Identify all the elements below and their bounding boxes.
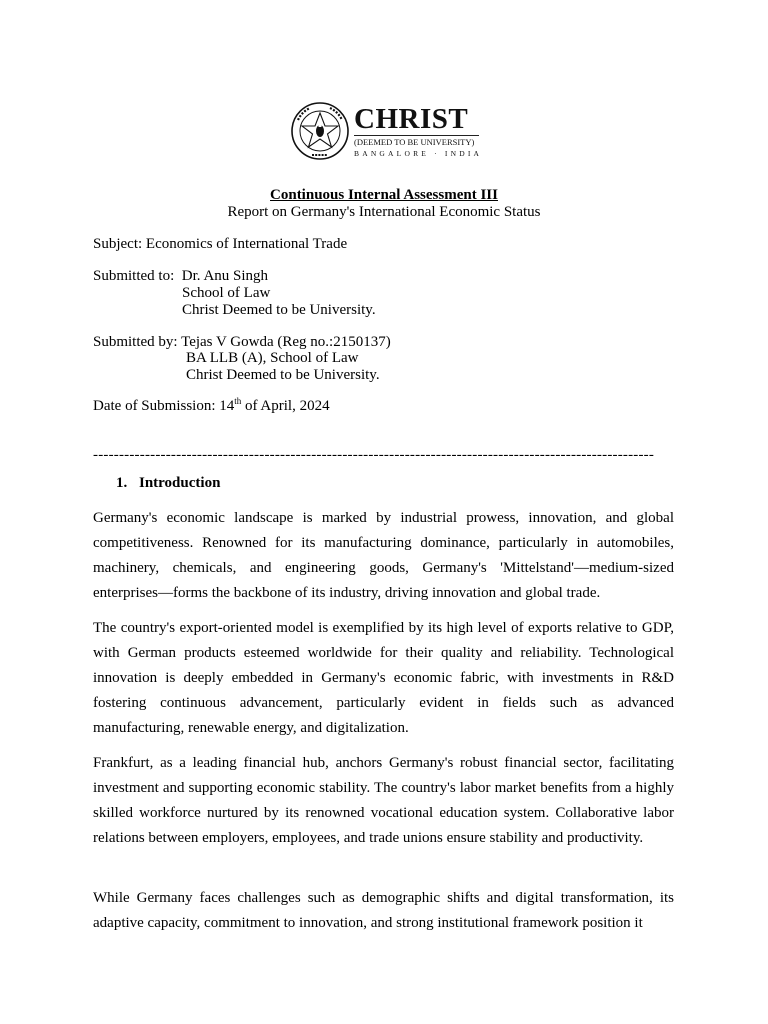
date-label: Date of Submission: 14: [93, 398, 235, 414]
submitted-by-name: Tejas V Gowda (Reg no.:2150137): [181, 334, 391, 350]
submitted-to-dept: School of Law: [182, 285, 271, 301]
section-heading: [116, 475, 220, 492]
logo-deemed: (DEEMED TO BE UNIVERSITY): [354, 137, 475, 147]
dashed-divider: ------------------------------------------------------------------------------------------------------------: [93, 447, 655, 463]
logo-city: BANGALORE · INDIA: [354, 149, 483, 158]
section-number: 1.: [116, 475, 128, 491]
submitted-to-name: Dr. Anu Singh: [181, 268, 269, 284]
university-seal-icon: [290, 100, 350, 162]
submitted-to-univ: Christ Deemed to be University.: [182, 302, 376, 318]
logo-rule: [354, 135, 479, 136]
submitted-to-line: [93, 268, 268, 285]
submitted-by-dept: BA LLB (A), School of Law: [186, 350, 359, 366]
paragraph-2: The country's export-oriented model is exemplified by its high level of exports relative to GDP, with German products esteemed worldwide for their quality and reliability. Technological innovation is deeply embedded in Germany's economic fabric, with investments in R&D fostering continuous advancement, particularly evident in fields such as advanced manufacturing, renewable energy, and digitalization.: [93, 620, 674, 736]
subject-line: Subject: Economics of International Trade: [93, 236, 348, 252]
submitted-by-label: Submitted by:: [93, 334, 178, 350]
paragraph-4: While Germany faces challenges such as demographic shifts and digital transformation, its adaptive capacity, commitment to innovation, and strong institutional framework position it: [93, 890, 674, 931]
date-rest: of April, 2024: [241, 398, 330, 414]
date-ordinal: th: [234, 396, 242, 406]
university-logo: [290, 100, 485, 162]
logo-name: CHRIST: [354, 103, 469, 135]
section-title: Introduction: [139, 475, 221, 491]
paragraph-3: Frankfurt, as a leading financial hub, anchors Germany's robust financial sector, facilitating investment and supporting economic stability. The country's labor market benefits from a highly skilled workforce nurtured by its renowned vocational education system. Collaborative labor relations between employers, employees, and trade unions ensure stability and productivity.: [93, 755, 674, 846]
document-title: Continuous Internal Assessment III: [270, 187, 498, 203]
submission-date: [93, 398, 330, 415]
submitted-by-univ: Christ Deemed to be University.: [186, 367, 380, 383]
submitted-to-label: Submitted to:: [93, 268, 175, 284]
logo-wordmark: [354, 104, 482, 159]
document-subtitle: Report on Germany's International Economic Status: [227, 204, 541, 220]
submitted-by-line: [93, 334, 391, 351]
paragraph-1: Germany's economic landscape is marked by industrial prowess, innovation, and global competitiveness. Renowned for its manufacturing dominance, particularly in automobiles, machinery, chemicals, and engineering goods, Germany's 'Mittelstand'—medium-sized enterprises—forms the backbone of its industry, driving innovation and global trade.: [93, 510, 674, 601]
